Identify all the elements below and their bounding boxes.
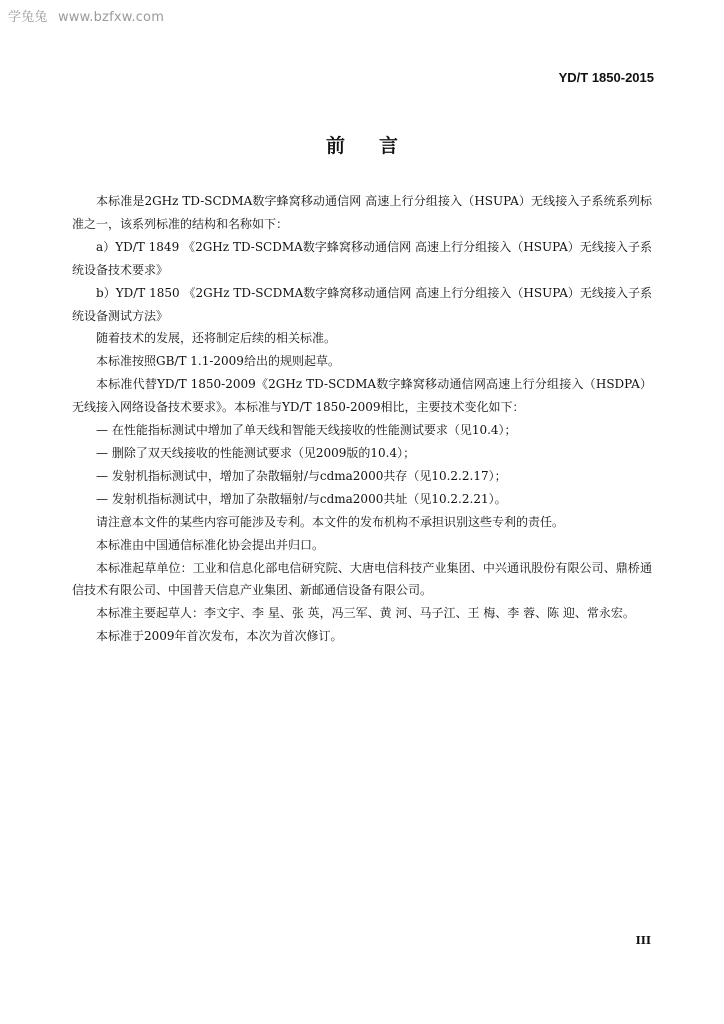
paragraph-series-intro: 本标准是2GHz TD-SCDMA数字蜂窝移动通信网 高速上行分组接入（HSUPA）无线接入子系统系列标准之一，该系列标准的结构和名称如下： [72, 194, 652, 231]
document-code: YD/T 1850-2015 [558, 70, 654, 85]
change-item: — 发射机指标测试中，增加了杂散辐射/与cdma2000共存（见10.2.2.17）； [96, 468, 507, 483]
foreword-body [72, 190, 652, 648]
paragraph-publication-history: 本标准于2009年首次发布，本次为首次修订。 [96, 629, 343, 644]
paragraph-patent-notice: 请注意本文件的某些内容可能涉及专利。本文件的发布机构不承担识别这些专利的责任。 [96, 514, 565, 529]
paragraph-series-item-a: a）YD/T 1849 《2GHz TD-SCDMA数字蜂窝移动通信网 高速上行分组接入（HSUPA）无线接入子系统设备技术要求》 [72, 239, 652, 277]
paragraph-series-item-b: b）YD/T 1850 《2GHz TD-SCDMA数字蜂窝移动通信网 高速上行分组接入（HSUPA）无线接入子系统设备测试方法》 [72, 285, 652, 323]
paragraph-proposer: 本标准由中国通信标准化协会提出并归口。 [96, 537, 325, 552]
change-item: — 删除了双天线接收的性能测试要求（见2009版的10.4）； [96, 445, 416, 460]
page-title: 前言 [325, 135, 432, 157]
watermark [8, 6, 170, 25]
change-item: — 在性能指标测试中增加了单天线和智能天线接收的性能测试要求（见10.4）； [96, 423, 517, 438]
paragraph-future-standards: 随着技术的发展，还将制定后续的相关标准。 [96, 331, 337, 346]
watermark-site-name: 学兔兔 [8, 10, 48, 25]
paragraph-drafting-units: 本标准起草单位：工业和信息化部电信研究院、大唐电信科技产业集团、中兴通讯股份有限公司、鼎桥通信技术有限公司、中国普天信息产业集团、新邮通信设备有限公司。 [72, 560, 652, 598]
page-number: III [635, 934, 651, 947]
paragraph-drafting-rules: 本标准按照GB/T 1.1-2009给出的规则起草。 [96, 354, 340, 369]
watermark-site-url: www.bzfxw.com [57, 10, 165, 25]
paragraph-replacement: 本标准代替YD/T 1850-2009《2GHz TD-SCDMA数字蜂窝移动通信网高速上行分组接入（HSDPA）无线接入网络设备技术要求》。本标准与YD/T 1850-2009相比，主要技术变化如下： [72, 377, 652, 415]
paragraph-drafters: 本标准主要起草人：李文宇、李 星、张 英，冯三军、黄 河、马子江、王 梅、李 蓉、陈 迎、常永宏。 [96, 606, 635, 621]
change-item: — 发射机指标测试中，增加了杂散辐射/与cdma2000共址（见10.2.2.21）。 [96, 491, 507, 506]
